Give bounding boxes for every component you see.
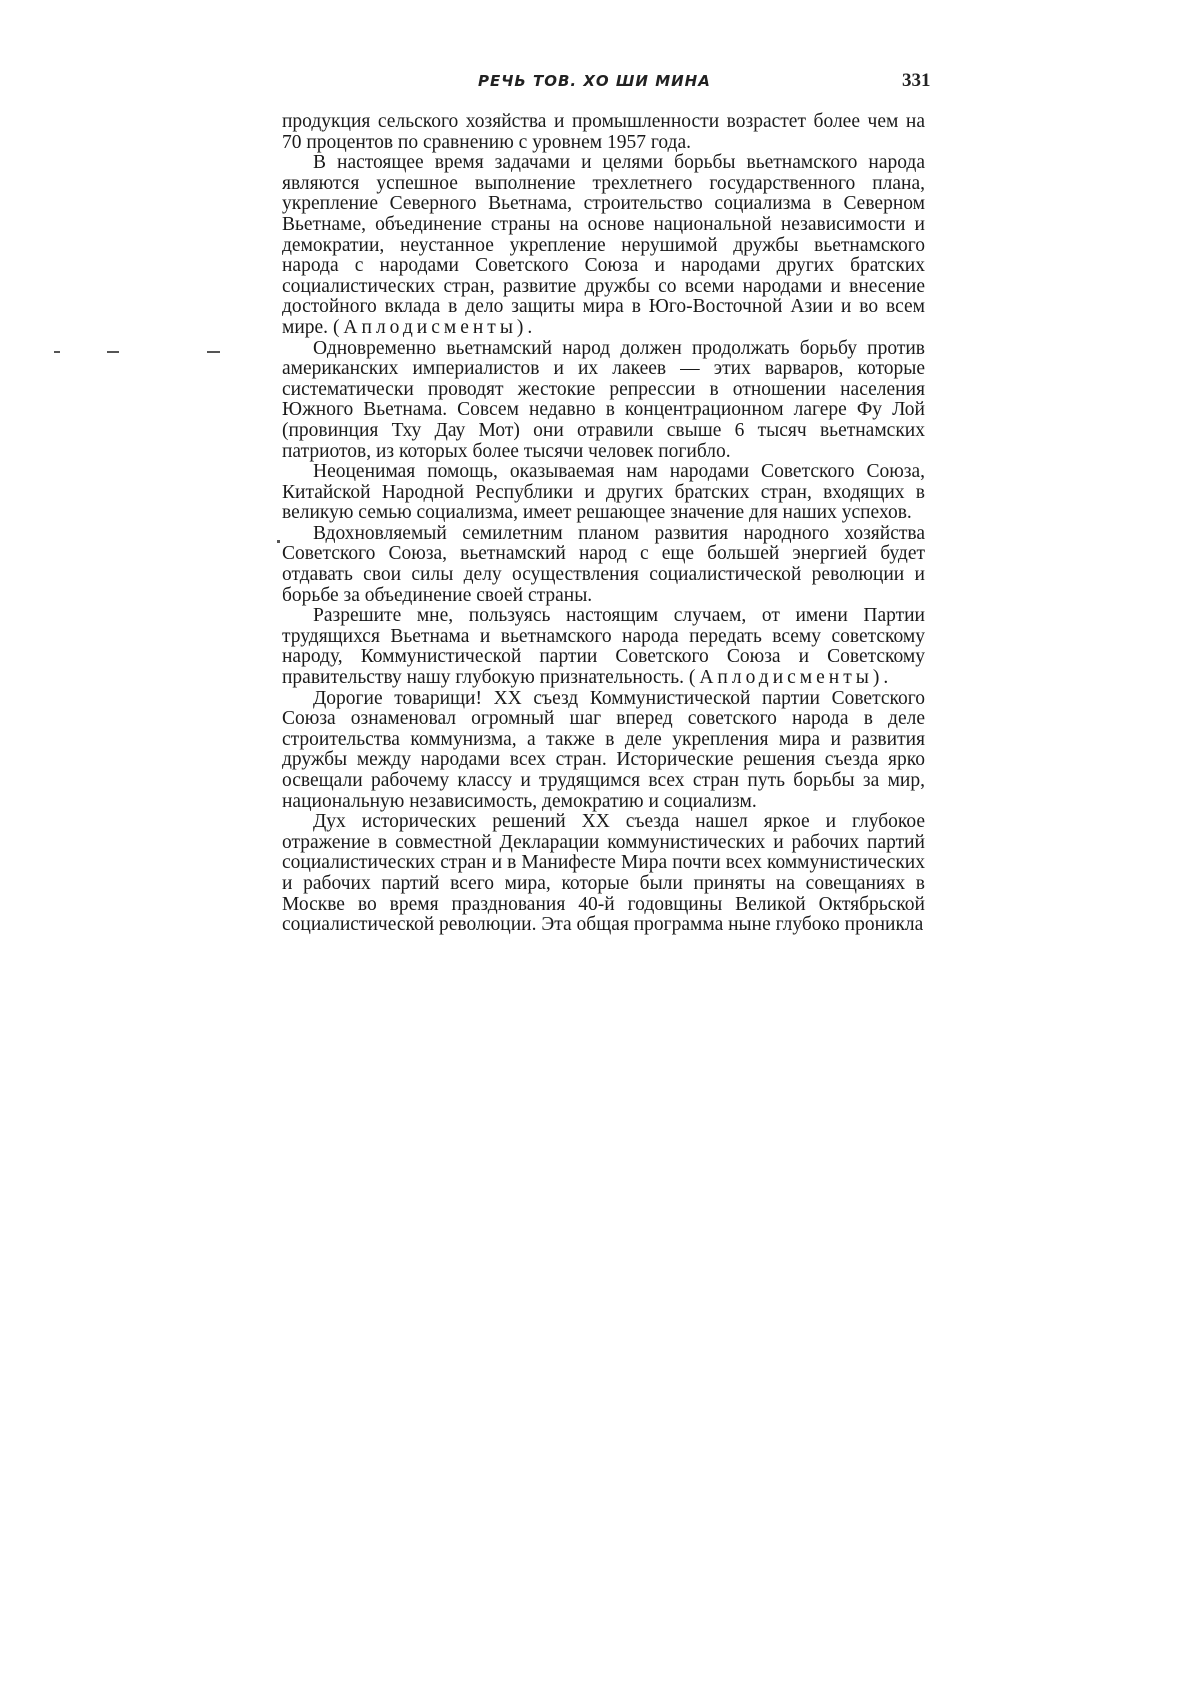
body-text <box>282 112 925 936</box>
applause-note: (Аплодисменты). <box>332 316 537 338</box>
margin-dash-mark <box>107 351 119 353</box>
running-title: РЕЧЬ ТОВ. ХО ШИ МИНА <box>478 72 711 90</box>
paragraph: Вдохновляемый семилетним планом развития народного хозяйства Советского Союза, вьетнамский народ с еще большей энергией будет отдавать свои силы делу осуществления социалистической революции и борьбе за объединение своей страны. <box>282 522 925 606</box>
paragraph: Одновременно вьетнамский народ должен продолжать борьбу против американских империалистов и их лакеев — этих варваров, которые систематически проводят жестокие репрессии в отношении населения Южного Вьетнама. Совсем недавно в концентрационном лагере Фу Лой (провинция Тху Дау Мот) они отравили свыше 6 тысяч вьетнамских патриотов, из которых более тысячи человек погибло. <box>282 337 925 462</box>
paragraph: Дух исторических решений XX съезда нашел яркое и глубокое отражение в совместной Декларации коммунистических и рабочих партий социалистических стран и в Манифесте Мира почти всех коммунистических и рабочих партий всего мира, которые были приняты на совещаниях в Москве во время празднования 40-й годовщины Великой Октябрьской социалистической революции. Эта общая программа ныне глубоко проникла <box>282 811 925 936</box>
paragraph: продукция сельского хозяйства и промышленности возрастет более чем на 70 процентов по сравнению с уровнем 1957 года. <box>282 111 925 153</box>
page-number: 331 <box>902 70 931 91</box>
paragraph: В настоящее время задачами и целями борьбы вьетнамского народа являются успешное выполнение трехлетнего государственного плана, укрепление Северного Вьетнама, строительство социализма в Северном Вьетнаме, объединение страны на основе национальной независимости и демократии, неустанное укрепление нерушимой дружбы вьетнамского народа с народами Советского Союза и народами других братских социалистических стран, развитие дружбы со всеми народами и внесение достойного вклада в дело защиты мира в Юго-Восточной Азии и во всем мире. (Аплодисменты). <box>282 152 925 338</box>
applause-note: (Аплодисменты). <box>688 667 893 689</box>
margin-dash-mark <box>207 351 220 353</box>
margin-dash-mark <box>54 351 60 353</box>
paragraph: Неоценимая помощь, оказываемая нам народами Советского Союза, Китайской Народной Республики и других братских стран, входящих в великую семью социализма, имеет решающее значение для наших успехов. <box>282 461 925 524</box>
margin-dot-mark <box>277 540 280 543</box>
paragraph: Разрешите мне, пользуясь настоящим случаем, от имени Партии трудящихся Вьетнама и вьетнамского народа передать всему советскому народу, Коммунистической партии Советского Союза и Советскому правительству нашу глубокую признательность. (Аплодисменты). <box>282 605 925 689</box>
paragraph: Дорогие товарищи! XX съезд Коммунистической партии Советского Союза ознаменовал огромный шаг вперед советского народа в деле строительства коммунизма, а также в деле укрепления мира и развития дружбы между народами всех стран. Исторические решения съезда ярко освещали рабочему классу и трудящимся всех стран путь борьбы за мир, национальную независимость, демократию и социализм. <box>282 687 925 812</box>
running-head <box>0 70 1200 100</box>
